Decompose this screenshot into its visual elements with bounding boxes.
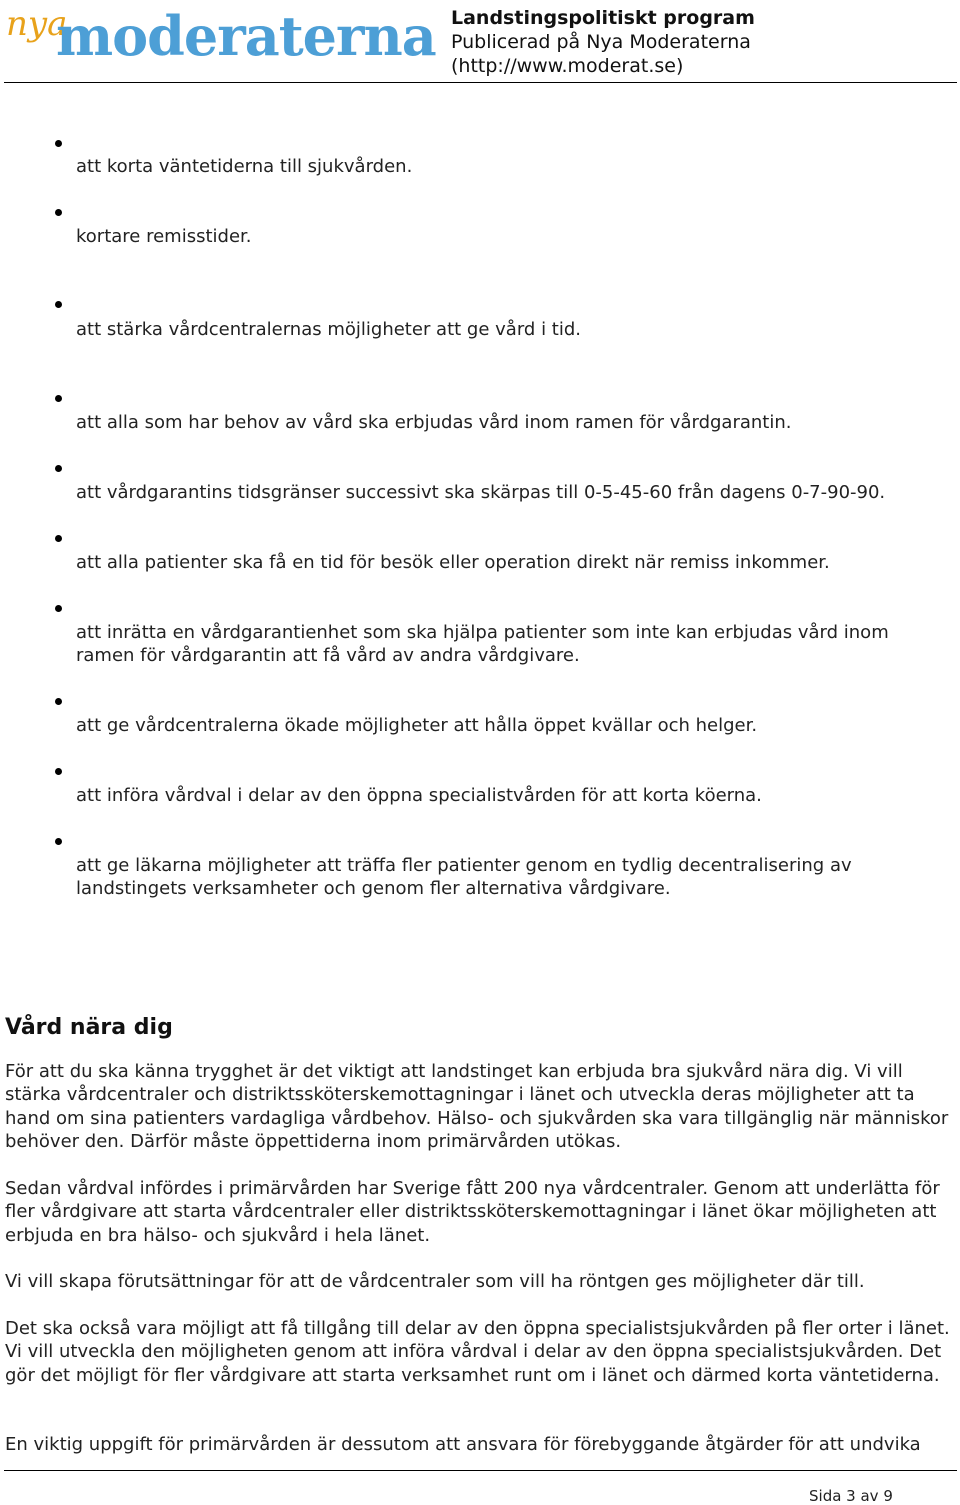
list-item: att alla patienter ska få en tid för besök eller operation direkt när remiss inkommer. <box>76 552 830 573</box>
list-item: att införa vårdval i delar av den öppna specialistvården för att korta köerna. <box>76 785 762 806</box>
page-number: Sida 3 av 9 <box>809 1487 893 1505</box>
bullet-icon <box>55 209 65 219</box>
moderaterna-logo <box>4 2 436 72</box>
bullet-icon <box>55 605 65 615</box>
document-title: Landstingspolitiskt program <box>451 7 755 29</box>
bullet-icon <box>55 301 65 311</box>
bullet-icon <box>55 395 65 405</box>
bullet-icon <box>55 465 65 475</box>
list-item: att alla som har behov av vård ska erbjudas vård inom ramen för vårdgarantin. <box>76 412 792 433</box>
published-line: Publicerad på Nya Moderaterna <box>451 31 751 53</box>
list-item: att korta väntetiderna till sjukvården. <box>76 156 413 177</box>
paragraph: En viktig uppgift för primärvården är dessutom att ansvara för förebyggande åtgärder för att undvika <box>5 1434 921 1455</box>
paragraph: Det ska också vara möjligt att få tillgång till delar av den öppna specialistsjukvården på fler orter i länet. Vi vill utveckla den möjligheten genom att införa vårdval i delar av den öppna specialistsjukvården. Det gör det möjligt för fler vårdgivare att starta verksamhet runt om i länet och därmed korta väntetiderna. <box>5 1318 950 1386</box>
list-item: att vårdgarantins tidsgränser successivt ska skärpas till 0-5-45-60 från dagens 0-7-90-90. <box>76 482 886 503</box>
paragraph: Sedan vårdval infördes i primärvården har Sverige fått 200 nya vårdcentraler. Genom att underlätta för fler vårdgivare att starta vårdcentraler eller distriktssköterskemottagningar i länet ökar möjligheten att erbjuda en bra hälso- och sjukvård i hela länet. <box>5 1178 940 1246</box>
list-item: att ge vårdcentralerna ökade möjligheter att hålla öppet kvällar och helger. <box>76 715 758 736</box>
paragraph: Vi vill skapa förutsättningar för att de vårdcentraler som vill ha röntgen ges möjligheter där till. <box>5 1271 865 1292</box>
bullet-icon <box>55 140 65 150</box>
footer-divider <box>4 1470 957 1471</box>
logo-wordmark: moderaterna <box>56 4 436 68</box>
source-url: (http://www.moderat.se) <box>451 55 684 77</box>
list-item: att inrätta en vårdgarantienhet som ska hjälpa patienter som inte kan erbjudas vård inom ramen för vårdgarantin att få vård av andra vårdgivare. <box>76 622 889 666</box>
bullet-icon <box>55 535 65 545</box>
page-header <box>0 0 960 84</box>
logo-prefix: nya <box>6 4 68 44</box>
section-heading: Vård nära dig <box>5 1015 173 1040</box>
paragraph: För att du ska känna trygghet är det viktigt att landstinget kan erbjuda bra sjukvård nära dig. Vi vill stärka vårdcentraler och distriktssköterskemottagningar i länet och utveckla deras möjligheter att ta hand om sina patienters vardagliga vårdbehov. Hälso- och sjukvården ska vara tillgänglig när människor behöver den. Därför måste öppettiderna inom primärvården utökas. <box>5 1061 949 1152</box>
bullet-icon <box>55 838 65 848</box>
list-item: att stärka vårdcentralernas möjligheter att ge vård i tid. <box>76 319 581 340</box>
list-item: kortare remisstider. <box>76 226 252 247</box>
header-info <box>451 6 755 78</box>
list-item: att ge läkarna möjligheter att träffa fler patienter genom en tydlig decentralisering av landstingets verksamheter och genom fler alternativa vårdgivare. <box>76 855 852 899</box>
bullet-icon <box>55 768 65 778</box>
bullet-icon <box>55 698 65 708</box>
header-divider <box>4 82 957 83</box>
